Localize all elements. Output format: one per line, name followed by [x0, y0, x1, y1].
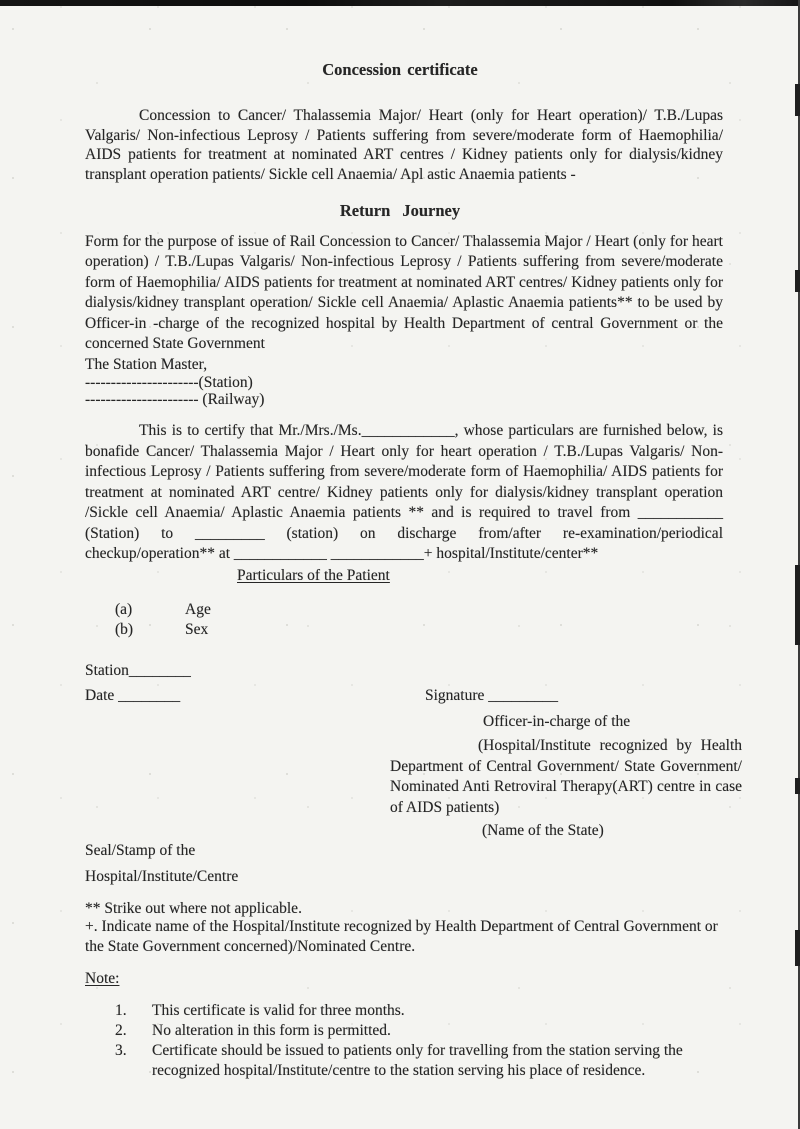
note-item-text: Certificate should be issued to patients only for travelling from the station serving the recognized hospital/Institute/centre to the station serving his place of residence.: [152, 1042, 683, 1079]
footnote-strike-out: ** Strike out where not applicable.: [85, 900, 302, 917]
scan-top-edge-artifact: [0, 0, 800, 6]
note-heading: Note:: [85, 970, 120, 987]
hospital-institute-block: (Hospital/Institute recognized by Health Department of Central Government/ State Government/ Nominated Anti Retroviral Therapy(ART) centre in case of AIDS patients): [390, 737, 742, 816]
note-item-text: No alteration in this form is permitted.: [152, 1022, 391, 1039]
date-field: Date ________: [85, 687, 181, 704]
particulars-row-field: Age: [185, 601, 211, 618]
scan-edge-blob: [795, 778, 800, 794]
seal-stamp-line1: Seal/Stamp of the: [85, 842, 196, 859]
addressee-block: [85, 356, 264, 409]
note-item: [115, 1041, 683, 1079]
certification-paragraph: This is to certify that Mr./Mrs./Ms.____________, whose particulars are furnished below, is bonafide Cancer/ Thalassemia Major / Heart only for heart operation / T.B./Lupas Valgaris/ Non-infectious Leprosy / Patients suffering from severe/moderate form of Haemophilia/ AIDS patients for treatment at nominated ART centre/ Kidney patients only for dialysis/kidney transplant operation /Sickle cell Anaemia/ Aplastic Anaemia patients ** and is required to travel from ___________ (Station) to _________ (station) on discharge from/after re-examination/periodical checkup/operation** at ____________ ____________+ hospital/Institute/center**: [85, 422, 723, 562]
particulars-row-label: (a): [115, 601, 133, 618]
section-heading-return-journey: Return Journey: [339, 201, 461, 220]
seal-stamp-line2: Hospital/Institute/Centre: [85, 868, 239, 885]
railway-blank-line: ---------------------- (Railway): [85, 391, 265, 408]
scan-edge-blob: [795, 84, 800, 116]
station-field: Station________: [85, 662, 191, 679]
particulars-heading: Particulars of the Patient: [237, 567, 390, 584]
particulars-row: [115, 600, 211, 621]
station-blank-line: ----------------------(Station): [85, 373, 253, 391]
form-purpose-paragraph: Form for the purpose of issue of Rail Concession to Cancer/ Thalassemia Major / Heart (only for heart operation) / T.B./Lupas Valgaris/ Non-infectious Leprosy / Patients suffering from severe/moderate form of Haemophilia/ AIDS patients for treatment at nominated ART centres/ Kidney patients only for dialysis/kidney transplant operation/ Sickle cell Anaemia/ Aplastic Anaemia patients** to be used by Officer-in -charge of the recognized hospital by Health Department of central Government or the concerned State Government: [85, 233, 723, 353]
note-item-number: 2.: [115, 1022, 127, 1039]
scan-edge-blob: [795, 270, 800, 292]
particulars-row-field: Sex: [185, 621, 209, 638]
intro-paragraph: Concession to Cancer/ Thalassemia Major/ Heart (only for Heart operation)/ T.B./Lupas Valgaris/ Non-infectious Leprosy / Patients suffering from severe/moderate form of Haemophilia/ AIDS patients for treatment at nominated ART centres / Kidney patients only for dialysis/kidney transplant operation patients/ Sickle cell Anaemia/ Apl astic Anaemia patients -: [85, 107, 723, 183]
particulars-row: [115, 620, 209, 641]
name-of-state-line: (Name of the State): [482, 822, 604, 839]
scan-edge-blob: [795, 930, 800, 966]
note-item: [115, 1001, 405, 1022]
note-item-number: 1.: [115, 1002, 127, 1019]
footnote-indicate-name: +. Indicate name of the Hospital/Institute recognized by Health Department of Central Government or the State Government concerned)/Nominated Centre.: [85, 918, 718, 955]
signature-field: Signature _________: [425, 687, 559, 704]
particulars-row-label: (b): [115, 621, 134, 638]
scan-edge-blob: [795, 565, 800, 645]
note-item: [115, 1021, 391, 1042]
note-item-number: 3.: [115, 1042, 127, 1059]
note-item-text: This certificate is valid for three months.: [152, 1002, 405, 1019]
addressee-line: The Station Master,: [85, 356, 208, 373]
officer-in-charge-line: Officer-in-charge of the: [483, 713, 631, 730]
document-title: Concession certificate: [322, 60, 478, 79]
